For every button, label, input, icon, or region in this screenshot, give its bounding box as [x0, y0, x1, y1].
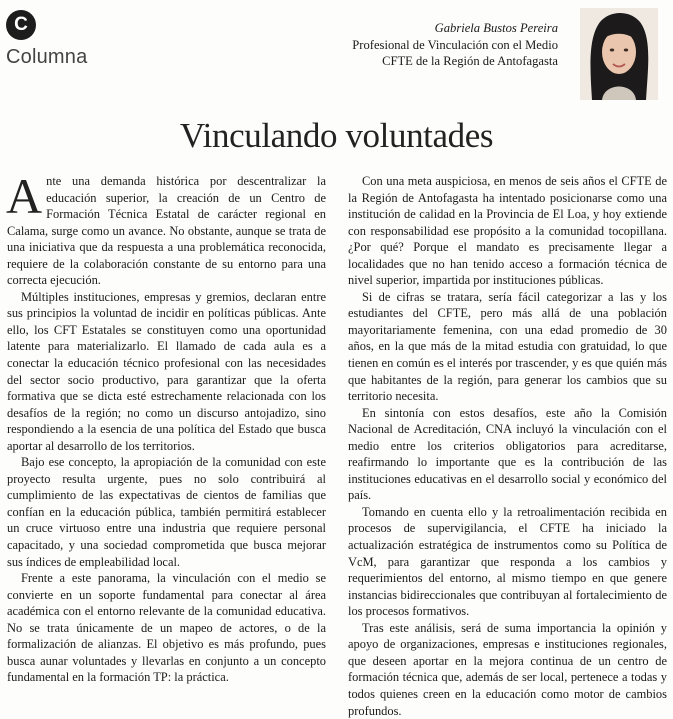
article-left-column [6, 168, 326, 686]
article-right-column [348, 173, 667, 719]
article-paragraph: Múltiples instituciones, empresas y gremios, declaran entre sus principios la voluntad de incidir en políticas públicas. Ante ello, los CFT Estatales se constituyen como una oportunidad latente para materializarlo. El llamado de cada aula es a conectar la educación técnico profesional con las necesidades del sector socio productivo, para garantizar que la oferta formativa que se dicta esté estrechamente relacionada con los desafíos de la región; no como un discurso antojadizo, sino respondiendo a la esencia de una política del Estado que busca aportar al desarrollo de los territorios. [7, 289, 326, 453]
dropcap: A [6, 168, 43, 224]
author-byline [352, 20, 558, 70]
article-paragraph: Bajo ese concepto, la apropiación de la comunidad con este proyecto resulta urgente, pues no solo contribuirá al cumplimiento de las expectativas de cientos de familias que confían en la educación pública, también permitirá establecer un cruce virtuoso entre una industria que requiere personal capacitado, y una sociedad comprometida que busca mejorar sus índices de empleabilidad local. [7, 455, 326, 569]
author-role: Profesional de Vinculación con el Medio [352, 37, 558, 52]
article-paragraph: Ante una demanda histórica por descentralizar la educación superior, la creación de un Centro de Formación Técnica Estatal de carácter regional en Calama, surge como un avance. No obstante, aunque se trata de una iniciativa que da respuesta a una problemática reconocida, requiere de la colaboración constante de su entorno para una correcta ejecución. [6, 168, 326, 288]
article-paragraph: En sintonía con estos desafíos, este año la Comisión Nacional de Acreditación, CNA incluyó la vinculación con el medio entre los criterios obligatorios para acreditarse, reafirmando lo importante que es la contribución de las instituciones educativas en el desarrollo social y económico del país. [348, 405, 667, 503]
article-paragraph: Tras este análisis, será de suma importancia la opinión y apoyo de organizaciones, empresas e instituciones regionales, que deseen aportar en la mejora continua de un centro de formación técnica que, además de ser local, pertenece a todas y todos quienes creen en la educación como motor de cambios profundos. [348, 620, 667, 718]
section-label: Columna [6, 46, 88, 68]
section-badge: C [6, 10, 36, 40]
author-organization: CFTE de la Región de Antofagasta [382, 54, 558, 68]
article-paragraph: Con una meta auspiciosa, en menos de seis años el CFTE de la Región de Antofagasta ha intentado posicionarse como una institución de calidad en la Provincia de El Loa, y hoy extiende con responsabilidad ese propósito a la comunidad tocopillana. ¿Por qué? Porque el mandato es precisamente llegar a localidades que no han tenido acceso a formación técnica de nivel superior, impartida por instituciones públicas. [348, 174, 667, 288]
article-paragraph: Si de cifras se tratara, sería fácil categorizar a las y los estudiantes del CFTE, pero más allá de una población mayoritariamente femenina, con una edad promedio de 30 años, en la que más de la mitad estudia con gratuidad, lo que tienen en común es el interés por trascender, y es que quién más que habitantes de la región, para generar los cambios que su territorio necesita. [348, 289, 667, 404]
headline: Vinculando voluntades [179, 116, 494, 155]
article-paragraph: Frente a este panorama, la vinculación con el medio se convierte en un soporte fundamental para conectar al área académica con el entorno relevante de la comunidad educativa. No se trata únicamente de un mapeo de actores, o de la formalización de alianzas. El objetivo es más profundo, pues busca aunar voluntades y llevarlas en conjunto a un concepto fundamental en la formación TP: la práctica. [7, 571, 326, 685]
author-photo [580, 8, 658, 100]
article-paragraph: Tomando en cuenta ello y la retroalimentación recibida en procesos de supervigilancia, el CFTE ha iniciado la actualización estratégica de instrumentos como su Política de VcM, para garantizar que responda a los cambios y requerimientos del entorno, al mismo tiempo en que genere instancias bidireccionales que contribuyan al fortalecimiento de los procesos formativos. [348, 504, 667, 619]
author-name: Gabriela Bustos Pereira [434, 21, 558, 35]
